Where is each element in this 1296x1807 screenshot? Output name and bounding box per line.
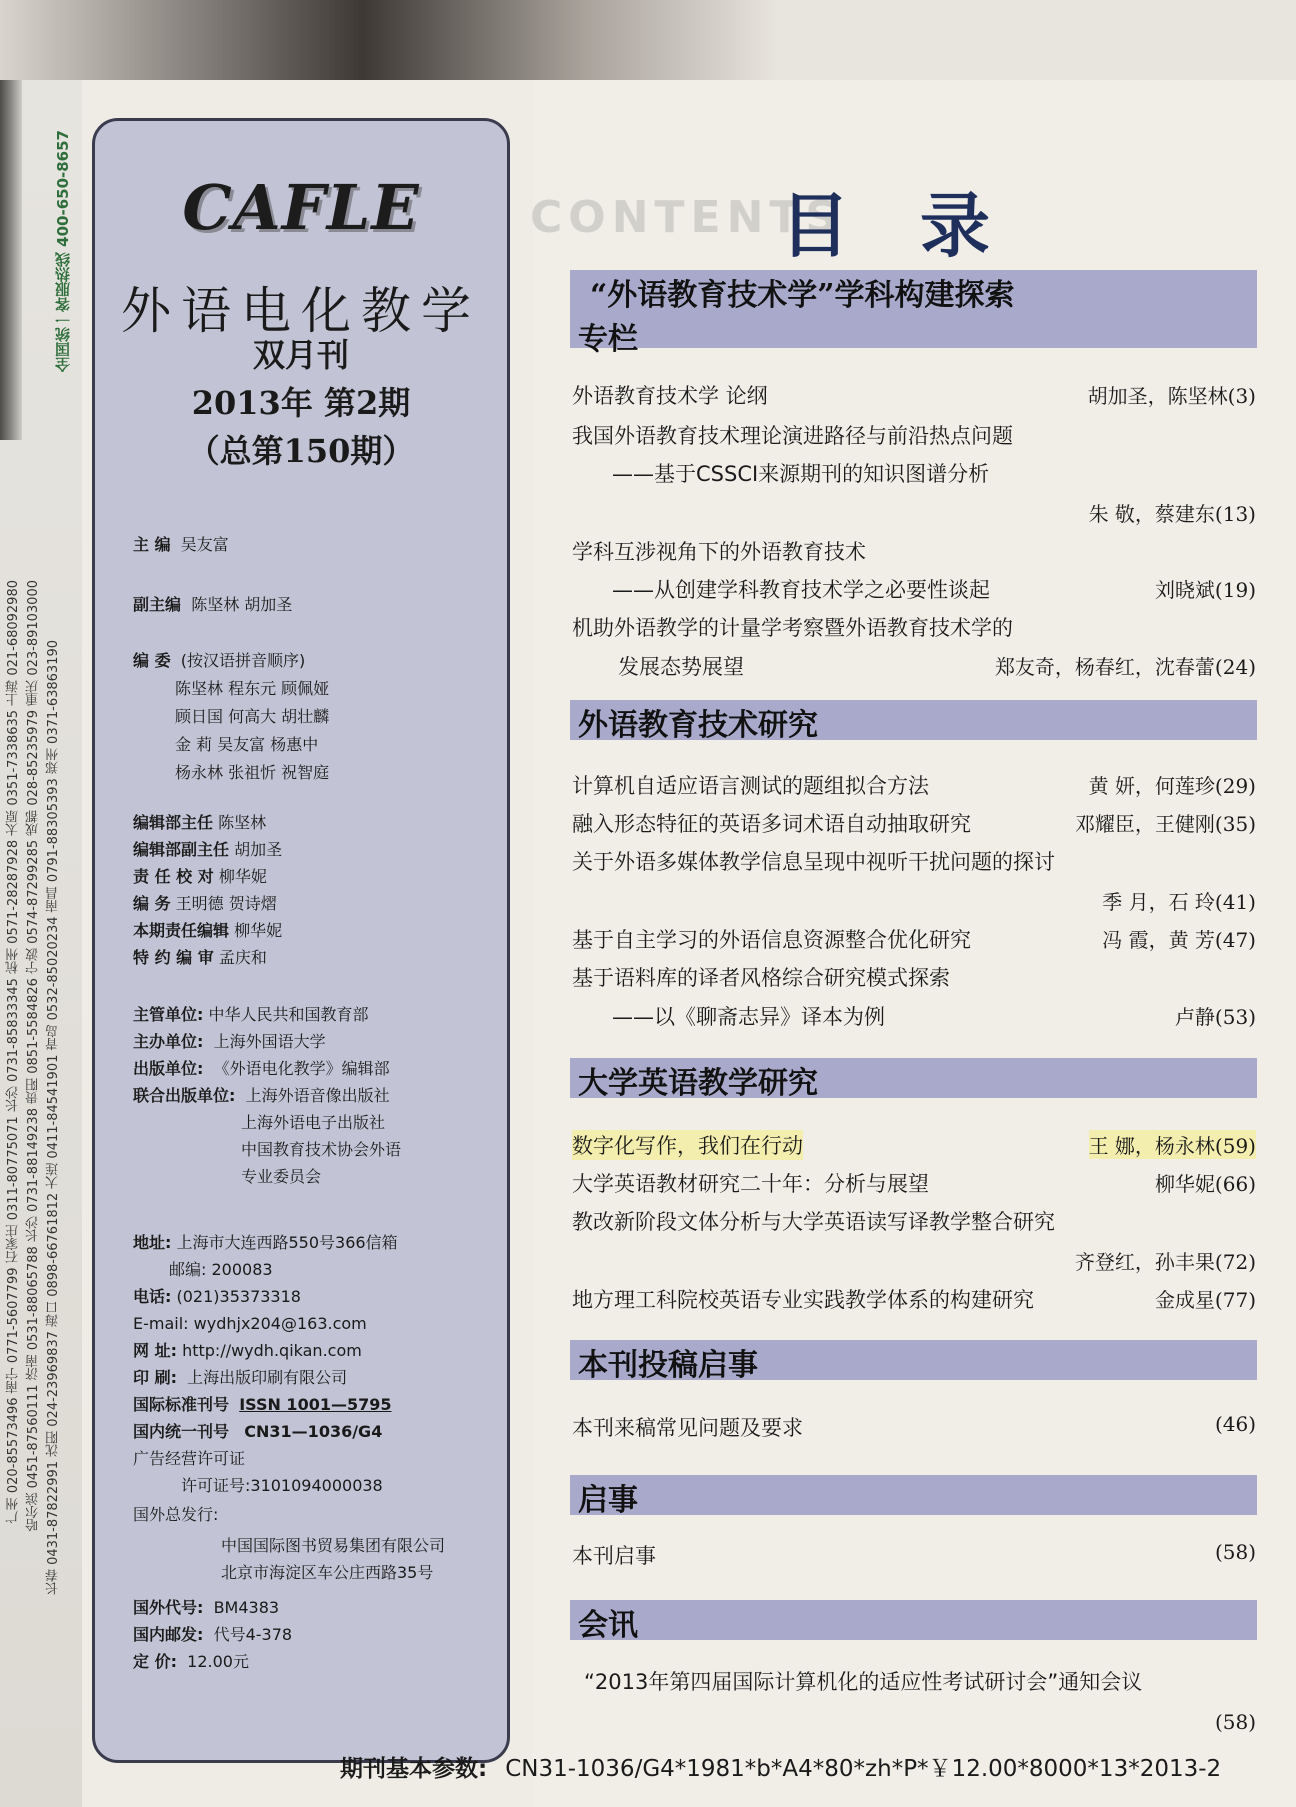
toc-item[interactable]: 数字化写作，我们在行动 (572, 1130, 803, 1160)
binder-edge (0, 80, 22, 440)
toc-author: 刘晓斌(19) (1154, 578, 1256, 602)
board-header: 编 委 (按汉语拼音顺序) (133, 651, 306, 670)
toc-author: 金成星(77) (1154, 1288, 1256, 1312)
toc-author: 冯 霞，黄 芳(47) (1102, 928, 1256, 952)
toc-author: 郑友奇，杨春红，沈春蕾(24) (994, 655, 1256, 679)
board-row-1: 陈坚林 程东元 顾佩娅 (175, 679, 330, 698)
co-publisher: 联合出版单位: 上海外语音像出版社 (133, 1086, 390, 1105)
distributor-1: 中国国际图书贸易集团有限公司 (221, 1536, 446, 1555)
toc-page: (46) (1214, 1412, 1256, 1436)
toc-author: 季 月，石 玲(41) (1102, 890, 1256, 914)
distributor-label: 国外总发行: (133, 1505, 219, 1524)
domestic-mail: 国内邮发: 代号4-378 (133, 1625, 293, 1644)
toc-item[interactable]: 本刊来稿常见问题及要求 (572, 1416, 803, 1440)
toc-item[interactable]: 地方理工科院校英语专业实践教学体系的构建研究 (572, 1288, 1034, 1312)
branch-phones-col2: 哈尔滨 0451-87560111 济南 0531-88065788 长沙 0731-88149238 贵阳 0851-5584826 宁波 0574-87299285 成都 028-85235979 重庆 023-89103000 (26, 580, 41, 1532)
toc-item[interactable]: 外语教育技术学 论纲 (572, 384, 768, 408)
toc-author: 黄 妍，何莲珍(29) (1088, 774, 1256, 798)
toc-item[interactable]: 融入形态特征的英语多词术语自动抽取研究 (572, 812, 971, 836)
contents-ghost-text: CONTENTS (530, 192, 844, 243)
host: 主办单位: 上海外国语大学 (133, 1032, 326, 1051)
distributor-2: 北京市海淀区车公庄西路35号 (221, 1563, 434, 1582)
toc-item[interactable]: 基于语料库的译者风格综合研究模式探索 (572, 966, 950, 990)
telephone: 电话: (021)35373318 (133, 1287, 301, 1306)
masthead-panel (92, 118, 510, 1763)
website: 网 址: http://wydh.qikan.com (133, 1341, 362, 1360)
toc-author: 齐登红，孙丰果(72) (1074, 1250, 1256, 1274)
section-bar-6 (570, 1600, 1257, 1640)
cn-number: 国内统一刊号 CN31—1036/G4 (133, 1422, 383, 1441)
office-director: 编辑部主任 陈坚林 (133, 813, 267, 832)
section-5-title: 启事 (578, 1483, 638, 1518)
toc-item-subtitle: ——基于CSSCI来源期刊的知识图谱分析 (612, 462, 990, 486)
toc-item-subtitle: ——以《聊斋志异》译本为例 (612, 1005, 885, 1029)
section-1-title: “外语教育技术学”学科构建探索 (590, 278, 1015, 313)
parameters-value: CN31-1036/G4*1981*b*A4*80*zh*P*￥12.00*8000*13*2013-2 (505, 1756, 1222, 1782)
toc-item[interactable]: “2013年第四届国际计算机化的适应性考试研讨会”通知会议 (584, 1670, 1143, 1694)
co-publisher-4: 专业委员会 (241, 1167, 322, 1186)
toc-item[interactable]: 我国外语教育技术理论演进路径与前沿热点问题 (572, 424, 1013, 448)
branch-phones-col1: 广州 020-85573496 南宁 0771-5607799 石家庄 0311-80775071 长沙 0731-85833345 杭州 0571-28287928 太原 0351-7338635 上海 021-68092980 (6, 580, 21, 1524)
toc-title: 目录 (780, 184, 1060, 267)
ad-license: 许可证号:3101094000038 (181, 1476, 383, 1495)
toc-item[interactable]: 计算机自适应语言测试的题组拟合方法 (572, 774, 929, 798)
deputy-editor: 副主编 陈坚林 胡加圣 (133, 595, 293, 614)
printer: 印 刷: 上海出版印刷有限公司 (133, 1368, 348, 1387)
ad-license-label: 广告经营许可证 (133, 1449, 246, 1468)
section-1-subtitle: 专栏 (578, 322, 638, 357)
section-3-title: 大学英语教学研究 (578, 1066, 818, 1101)
toc-item[interactable]: 本刊启事 (572, 1544, 656, 1568)
board-row-2: 顾日国 何高大 胡壮麟 (175, 707, 330, 726)
toc-author: 王 娜，杨永林(59) (1089, 1130, 1256, 1159)
editorial-staff: 编 务 王明德 贺诗熠 (133, 894, 277, 913)
journal-title: 外语电化教学 (121, 282, 481, 340)
board-row-3: 金 莉 吴友富 杨惠中 (175, 735, 319, 754)
board-row-4: 杨永林 张祖忻 祝智庭 (175, 763, 330, 782)
toc-author: 柳华妮(66) (1154, 1172, 1256, 1196)
toc-page: (58) (1214, 1540, 1256, 1564)
section-6-title: 会讯 (578, 1608, 638, 1643)
toc-item[interactable]: 关于外语多媒体教学信息呈现中视听干扰问题的探讨 (572, 850, 1055, 874)
co-publisher-2: 上海外语电子出版社 (241, 1113, 386, 1132)
page-top-shadow (0, 0, 1296, 80)
office-deputy: 编辑部副主任 胡加圣 (133, 840, 283, 859)
section-4-title: 本刊投稿启事 (578, 1348, 758, 1383)
co-publisher-3: 中国教育技术协会外语 (241, 1140, 402, 1159)
journal-logo: CAFLE (182, 171, 420, 244)
publisher: 出版单位: 《外语电化教学》编辑部 (133, 1059, 390, 1078)
toc-item[interactable]: 大学英语教材研究二十年：分析与展望 (572, 1172, 929, 1196)
reviewer: 特 约 编 审 孟庆和 (133, 948, 267, 967)
toc-item-subtitle: 发展态势展望 (618, 655, 744, 679)
address: 地址: 上海市大连西路550号366信箱 (133, 1233, 398, 1252)
proofreader: 责 任 校 对 柳华妮 (133, 867, 267, 886)
issue-info (95, 331, 507, 475)
postcode: 邮编: 200083 (169, 1260, 273, 1279)
total-issue: （总第150期） (187, 432, 415, 470)
section-bar-5 (570, 1475, 1257, 1515)
hotline-text: 全国统一客服热线 400-650-8657 (54, 130, 72, 373)
toc-item[interactable]: 基于自主学习的外语信息资源整合优化研究 (572, 928, 971, 952)
toc-item-subtitle: ——从创建学科教育技术学之必要性谈起 (612, 578, 990, 602)
journal-parameters (340, 1750, 1221, 1783)
toc-item[interactable]: 机助外语教学的计量学考察暨外语教育技术学的 (572, 616, 1013, 640)
frequency: 双月刊 (252, 336, 349, 374)
toc-item[interactable]: 教改新阶段文体分析与大学英语读写译教学整合研究 (572, 1210, 1055, 1234)
price: 定 价: 12.00元 (133, 1652, 249, 1671)
branch-phones-col3: 长春 0431-87822991 沈阳 024-23969837 海口 0898-66761812 大连 0411-84541901 青岛 0532-85020234 南昌 0791-88305393 郑州 0371-63863190 (46, 640, 61, 1596)
toc-page: (58) (1214, 1710, 1256, 1734)
foreign-code: 国外代号: BM4383 (133, 1598, 280, 1617)
toc-author: 朱 敬，蔡建东(13) (1088, 502, 1256, 526)
issue-number: 2013年 第2期 (191, 384, 411, 422)
issn: 国际标准刊号 ISSN 1001—5795 (133, 1395, 392, 1414)
section-2-title: 外语教育技术研究 (578, 708, 818, 743)
toc-item[interactable]: 学科互涉视角下的外语教育技术 (572, 540, 866, 564)
email: E-mail: wydhjx204@163.com (133, 1314, 367, 1333)
sponsor: 主管单位: 中华人民共和国教育部 (133, 1005, 369, 1024)
issue-editor: 本期责任编辑 柳华妮 (133, 921, 283, 940)
toc-author: 胡加圣，陈坚林(3) (1087, 384, 1256, 408)
toc-author: 卢静(53) (1174, 1005, 1256, 1029)
chief-editor: 主 编 吴友富 (133, 535, 229, 554)
toc-author: 邓耀臣，王健刚(35) (1074, 812, 1256, 836)
parameters-label: 期刊基本参数: (340, 1756, 488, 1782)
